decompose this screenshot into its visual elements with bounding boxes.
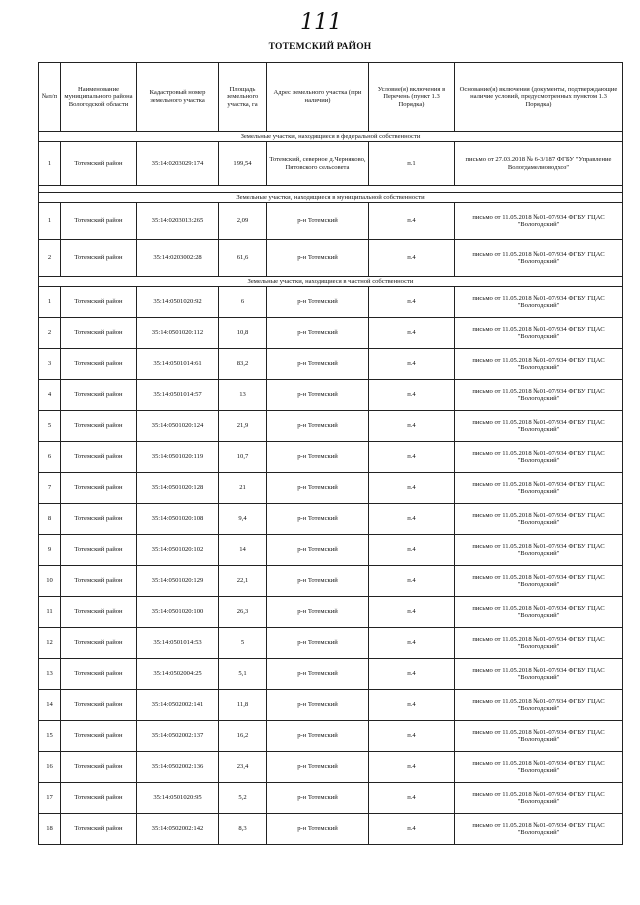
table-header-row bbox=[39, 63, 623, 132]
district-cell: Тотемский район bbox=[61, 814, 137, 845]
area-value: 22,1 bbox=[219, 566, 267, 597]
district-cell: Тотемский район bbox=[61, 240, 137, 277]
cadastral-number: 35:14:0203013:265 bbox=[137, 203, 219, 240]
row-number: 7 bbox=[39, 473, 61, 504]
header-condition: Условие(я) включения в Перечень (пункт 1.3 Порядка) bbox=[369, 63, 455, 132]
row-number: 1 bbox=[39, 287, 61, 318]
condition-cell: п.4 bbox=[369, 411, 455, 442]
row-number: 17 bbox=[39, 783, 61, 814]
district-cell: Тотемский район bbox=[61, 380, 137, 411]
row-number: 6 bbox=[39, 442, 61, 473]
area-value: 2,09 bbox=[219, 203, 267, 240]
area-value: 26,3 bbox=[219, 597, 267, 628]
basis-cell: письмо от 11.05.2018 №01-07/934 ФГБУ ГЦАС "Вологодский" bbox=[455, 442, 623, 473]
cadastral-number: 35:14:0502002:136 bbox=[137, 752, 219, 783]
basis-cell: письмо от 11.05.2018 №01-07/934 ФГБУ ГЦАС "Вологодский" bbox=[455, 628, 623, 659]
row-number: 1 bbox=[39, 203, 61, 240]
condition-cell: п.4 bbox=[369, 690, 455, 721]
address-cell: р-н Тотемский bbox=[267, 535, 369, 566]
cadastral-number: 35:14:0502002:141 bbox=[137, 690, 219, 721]
address-cell: р-н Тотемский bbox=[267, 690, 369, 721]
header-basis: Основание(я) включения (документы, подтверждающие наличие условий, предусмотренных пунктом 1.3 Порядка) bbox=[455, 63, 623, 132]
cadastral-number: 35:14:0501020:129 bbox=[137, 566, 219, 597]
row-number: 11 bbox=[39, 597, 61, 628]
table-row bbox=[39, 380, 623, 411]
table-row bbox=[39, 752, 623, 783]
district-cell: Тотемский район bbox=[61, 318, 137, 349]
row-number: 8 bbox=[39, 504, 61, 535]
section-title: Земельные участки, находящиеся в муниципальной собственности bbox=[39, 193, 623, 203]
area-value: 10,8 bbox=[219, 318, 267, 349]
spacer-cell bbox=[39, 186, 623, 193]
condition-cell: п.4 bbox=[369, 597, 455, 628]
cadastral-number: 35:14:0502004:25 bbox=[137, 659, 219, 690]
cadastral-number: 35:14:0501020:100 bbox=[137, 597, 219, 628]
cadastral-number: 35:14:0501014:57 bbox=[137, 380, 219, 411]
basis-cell: письмо от 27.03.2018 № 6-3/187 ФГБУ "Управление Вологдамелиоводхоз" bbox=[455, 142, 623, 186]
land-plots-table bbox=[38, 62, 623, 845]
area-value: 14 bbox=[219, 535, 267, 566]
address-cell: р-н Тотемский bbox=[267, 380, 369, 411]
condition-cell: п.4 bbox=[369, 783, 455, 814]
cadastral-number: 35:14:0203002:28 bbox=[137, 240, 219, 277]
table-row bbox=[39, 473, 623, 504]
table-row bbox=[39, 442, 623, 473]
address-cell: р-н Тотемский bbox=[267, 597, 369, 628]
table-row bbox=[39, 349, 623, 380]
table-row bbox=[39, 659, 623, 690]
basis-cell: письмо от 11.05.2018 №01-07/934 ФГБУ ГЦАС "Вологодский" bbox=[455, 535, 623, 566]
row-number: 2 bbox=[39, 240, 61, 277]
area-value: 10,7 bbox=[219, 442, 267, 473]
row-number: 2 bbox=[39, 318, 61, 349]
area-value: 5 bbox=[219, 628, 267, 659]
address-cell: Тотемский, северное д.Черняково, Пятовского сельсовета bbox=[267, 142, 369, 186]
basis-cell: письмо от 11.05.2018 №01-07/934 ФГБУ ГЦАС "Вологодский" bbox=[455, 240, 623, 277]
basis-cell: письмо от 11.05.2018 №01-07/934 ФГБУ ГЦАС "Вологодский" bbox=[455, 318, 623, 349]
district-cell: Тотемский район bbox=[61, 504, 137, 535]
header-cadastral: Кадастровый номер земельного участка bbox=[137, 63, 219, 132]
table-row bbox=[39, 690, 623, 721]
district-cell: Тотемский район bbox=[61, 142, 137, 186]
cadastral-number: 35:14:0501014:53 bbox=[137, 628, 219, 659]
address-cell: р-н Тотемский bbox=[267, 240, 369, 277]
spacer-row bbox=[39, 186, 623, 193]
address-cell: р-н Тотемский bbox=[267, 659, 369, 690]
condition-cell: п.4 bbox=[369, 814, 455, 845]
district-cell: Тотемский район bbox=[61, 349, 137, 380]
table-row bbox=[39, 504, 623, 535]
row-number: 9 bbox=[39, 535, 61, 566]
basis-cell: письмо от 11.05.2018 №01-07/934 ФГБУ ГЦАС "Вологодский" bbox=[455, 659, 623, 690]
cadastral-number: 35:14:0501014:61 bbox=[137, 349, 219, 380]
section-header-row bbox=[39, 132, 623, 142]
address-cell: р-н Тотемский bbox=[267, 504, 369, 535]
area-value: 21,9 bbox=[219, 411, 267, 442]
district-cell: Тотемский район bbox=[61, 659, 137, 690]
row-number: 14 bbox=[39, 690, 61, 721]
condition-cell: п.4 bbox=[369, 659, 455, 690]
basis-cell: письмо от 11.05.2018 №01-07/934 ФГБУ ГЦАС "Вологодский" bbox=[455, 566, 623, 597]
condition-cell: п.4 bbox=[369, 203, 455, 240]
basis-cell: письмо от 11.05.2018 №01-07/934 ФГБУ ГЦАС "Вологодский" bbox=[455, 504, 623, 535]
row-number: 1 bbox=[39, 142, 61, 186]
condition-cell: п.1 bbox=[369, 142, 455, 186]
table-row bbox=[39, 287, 623, 318]
table-row bbox=[39, 318, 623, 349]
district-cell: Тотемский район bbox=[61, 752, 137, 783]
condition-cell: п.4 bbox=[369, 380, 455, 411]
basis-cell: письмо от 11.05.2018 №01-07/934 ФГБУ ГЦАС "Вологодский" bbox=[455, 783, 623, 814]
row-number: 15 bbox=[39, 721, 61, 752]
district-cell: Тотемский район bbox=[61, 535, 137, 566]
condition-cell: п.4 bbox=[369, 349, 455, 380]
condition-cell: п.4 bbox=[369, 473, 455, 504]
basis-cell: письмо от 11.05.2018 №01-07/934 ФГБУ ГЦАС "Вологодский" bbox=[455, 203, 623, 240]
area-value: 5,1 bbox=[219, 659, 267, 690]
address-cell: р-н Тотемский bbox=[267, 442, 369, 473]
area-value: 83,2 bbox=[219, 349, 267, 380]
row-number: 10 bbox=[39, 566, 61, 597]
area-value: 5,2 bbox=[219, 783, 267, 814]
basis-cell: письмо от 11.05.2018 №01-07/934 ФГБУ ГЦАС "Вологодский" bbox=[455, 690, 623, 721]
address-cell: р-н Тотемский bbox=[267, 628, 369, 659]
address-cell: р-н Тотемский bbox=[267, 566, 369, 597]
basis-cell: письмо от 11.05.2018 №01-07/934 ФГБУ ГЦАС "Вологодский" bbox=[455, 721, 623, 752]
condition-cell: п.4 bbox=[369, 752, 455, 783]
condition-cell: п.4 bbox=[369, 318, 455, 349]
table-row bbox=[39, 783, 623, 814]
district-cell: Тотемский район bbox=[61, 628, 137, 659]
row-number: 16 bbox=[39, 752, 61, 783]
table-row bbox=[39, 142, 623, 186]
area-value: 61,6 bbox=[219, 240, 267, 277]
basis-cell: письмо от 11.05.2018 №01-07/934 ФГБУ ГЦАС "Вологодский" bbox=[455, 349, 623, 380]
table-row bbox=[39, 721, 623, 752]
basis-cell: письмо от 11.05.2018 №01-07/934 ФГБУ ГЦАС "Вологодский" bbox=[455, 411, 623, 442]
address-cell: р-н Тотемский bbox=[267, 721, 369, 752]
condition-cell: п.4 bbox=[369, 504, 455, 535]
district-cell: Тотемский район bbox=[61, 721, 137, 752]
district-cell: Тотемский район bbox=[61, 411, 137, 442]
condition-cell: п.4 bbox=[369, 721, 455, 752]
district-cell: Тотемский район bbox=[61, 473, 137, 504]
table-body bbox=[39, 132, 623, 845]
header-number: №п/п bbox=[39, 63, 61, 132]
district-cell: Тотемский район bbox=[61, 442, 137, 473]
address-cell: р-н Тотемский bbox=[267, 318, 369, 349]
district-cell: Тотемский район bbox=[61, 783, 137, 814]
basis-cell: письмо от 11.05.2018 №01-07/934 ФГБУ ГЦАС "Вологодский" bbox=[455, 287, 623, 318]
address-cell: р-н Тотемский bbox=[267, 411, 369, 442]
cadastral-number: 35:14:0501020:112 bbox=[137, 318, 219, 349]
cadastral-number: 35:14:0501020:92 bbox=[137, 287, 219, 318]
section-header-row bbox=[39, 193, 623, 203]
row-number: 18 bbox=[39, 814, 61, 845]
district-cell: Тотемский район bbox=[61, 203, 137, 240]
row-number: 13 bbox=[39, 659, 61, 690]
district-cell: Тотемский район bbox=[61, 597, 137, 628]
section-title: Земельные участки, находящиеся в федеральной собственности bbox=[39, 132, 623, 142]
table-row bbox=[39, 597, 623, 628]
basis-cell: письмо от 11.05.2018 №01-07/934 ФГБУ ГЦАС "Вологодский" bbox=[455, 752, 623, 783]
header-district: Наименование муниципального района Вологодской области bbox=[61, 63, 137, 132]
address-cell: р-н Тотемский bbox=[267, 287, 369, 318]
basis-cell: письмо от 11.05.2018 №01-07/934 ФГБУ ГЦАС "Вологодский" bbox=[455, 814, 623, 845]
basis-cell: письмо от 11.05.2018 №01-07/934 ФГБУ ГЦАС "Вологодский" bbox=[455, 473, 623, 504]
header-address: Адрес земельного участка (при наличии) bbox=[267, 63, 369, 132]
cadastral-number: 35:14:0502002:142 bbox=[137, 814, 219, 845]
table-row bbox=[39, 203, 623, 240]
area-value: 9,4 bbox=[219, 504, 267, 535]
row-number: 4 bbox=[39, 380, 61, 411]
area-value: 23,4 bbox=[219, 752, 267, 783]
condition-cell: п.4 bbox=[369, 628, 455, 659]
cadastral-number: 35:14:0502002:137 bbox=[137, 721, 219, 752]
area-value: 6 bbox=[219, 287, 267, 318]
cadastral-number: 35:14:0501020:95 bbox=[137, 783, 219, 814]
page-title: ТОТЕМСКИЙ РАЙОН bbox=[268, 42, 372, 52]
page-number: 111 bbox=[300, 10, 342, 35]
cadastral-number: 35:14:0501020:124 bbox=[137, 411, 219, 442]
condition-cell: п.4 bbox=[369, 442, 455, 473]
header-area: Площадь земельного участка, га bbox=[219, 63, 267, 132]
condition-cell: п.4 bbox=[369, 287, 455, 318]
table-row bbox=[39, 814, 623, 845]
area-value: 21 bbox=[219, 473, 267, 504]
address-cell: р-н Тотемский bbox=[267, 473, 369, 504]
condition-cell: п.4 bbox=[369, 566, 455, 597]
table-row bbox=[39, 628, 623, 659]
cadastral-number: 35:14:0501020:102 bbox=[137, 535, 219, 566]
address-cell: р-н Тотемский bbox=[267, 349, 369, 380]
table-row bbox=[39, 566, 623, 597]
district-cell: Тотемский район bbox=[61, 690, 137, 721]
condition-cell: п.4 bbox=[369, 240, 455, 277]
table-row bbox=[39, 411, 623, 442]
address-cell: р-н Тотемский bbox=[267, 203, 369, 240]
condition-cell: п.4 bbox=[369, 535, 455, 566]
cadastral-number: 35:14:0203029:174 bbox=[137, 142, 219, 186]
area-value: 11,8 bbox=[219, 690, 267, 721]
area-value: 199,54 bbox=[219, 142, 267, 186]
section-header-row bbox=[39, 277, 623, 287]
basis-cell: письмо от 11.05.2018 №01-07/934 ФГБУ ГЦАС "Вологодский" bbox=[455, 597, 623, 628]
table-row bbox=[39, 535, 623, 566]
district-cell: Тотемский район bbox=[61, 566, 137, 597]
basis-cell: письмо от 11.05.2018 №01-07/934 ФГБУ ГЦАС "Вологодский" bbox=[455, 380, 623, 411]
section-title: Земельные участки, находящиеся в частной собственности bbox=[39, 277, 623, 287]
district-cell: Тотемский район bbox=[61, 287, 137, 318]
table-row bbox=[39, 240, 623, 277]
cadastral-number: 35:14:0501020:128 bbox=[137, 473, 219, 504]
cadastral-number: 35:14:0501020:119 bbox=[137, 442, 219, 473]
area-value: 8,3 bbox=[219, 814, 267, 845]
row-number: 12 bbox=[39, 628, 61, 659]
row-number: 3 bbox=[39, 349, 61, 380]
address-cell: р-н Тотемский bbox=[267, 752, 369, 783]
row-number: 5 bbox=[39, 411, 61, 442]
area-value: 16,2 bbox=[219, 721, 267, 752]
area-value: 13 bbox=[219, 380, 267, 411]
address-cell: р-н Тотемский bbox=[267, 783, 369, 814]
cadastral-number: 35:14:0501020:108 bbox=[137, 504, 219, 535]
address-cell: р-н Тотемский bbox=[267, 814, 369, 845]
